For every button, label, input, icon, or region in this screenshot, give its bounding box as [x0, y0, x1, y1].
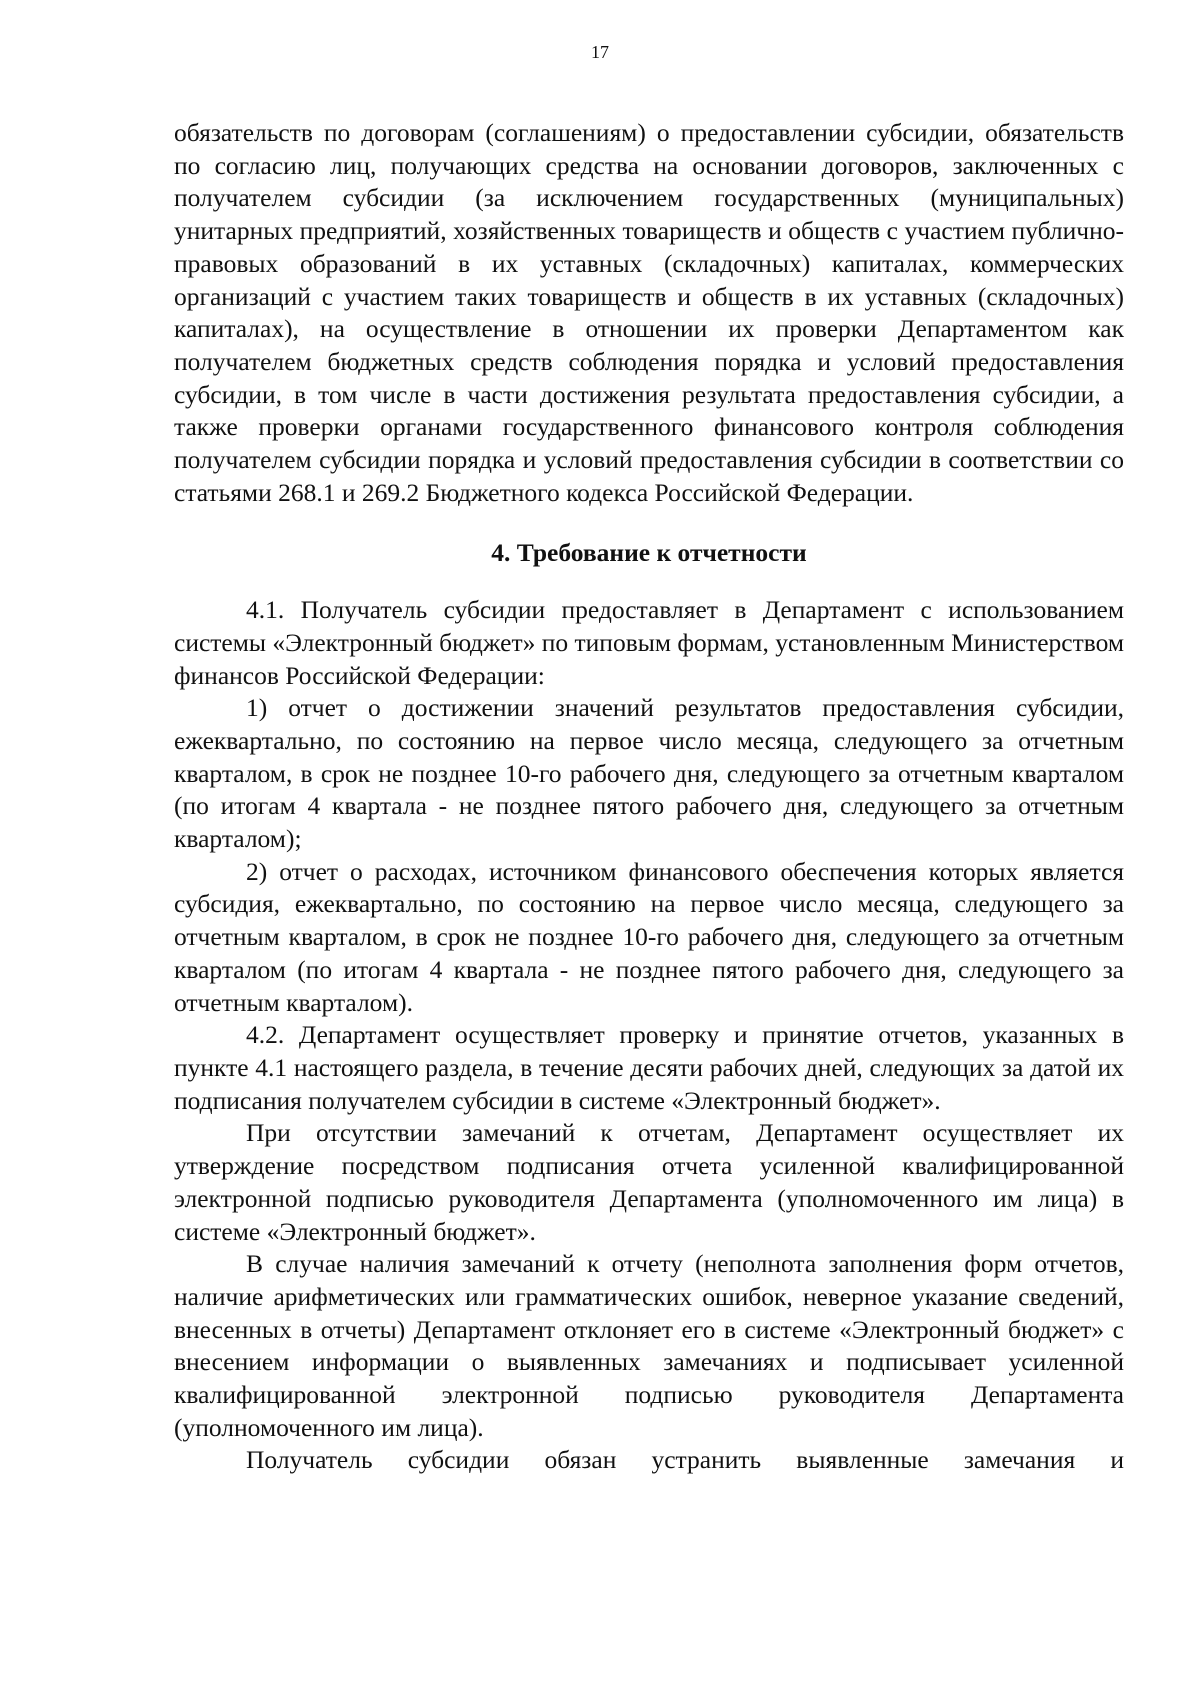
page-number: 17: [591, 42, 609, 62]
paragraph-4-1-item-1: 1) отчет о достижении значений результатов предоставления субсидии, ежеквартально, по состоянию на первое число месяца, следующего за отчетным кварталом, в срок не позднее 10-го рабочего дня, следующего за отчетным кварталом (по итогам 4 квартала - не позднее пятого рабочего дня, следующего за отчетным кварталом);: [174, 693, 1124, 854]
paragraph-obligation: Получатель субсидии обязан устранить выявленные замечания и: [246, 1445, 1124, 1475]
paragraph-4-1: 4.1. Получатель субсидии предоставляет в Департамент с использованием системы «Электронный бюджет» по типовым формам, установленным Министерством финансов Российской Федерации:: [174, 595, 1124, 690]
paragraph-4-2: 4.2. Департамент осуществляет проверку и принятие отчетов, указанных в пункте 4.1 настоящего раздела, в течение десяти рабочих дней, следующих за датой их подписания получателем субсидии в системе «Электронный бюджет».: [174, 1020, 1124, 1115]
section-title: 4. Требование к отчетности: [491, 538, 807, 568]
document-body: [174, 117, 1124, 1477]
paragraph-remarks: В случае наличия замечаний к отчету (неполнота заполнения форм отчетов, наличие арифметических или грамматических ошибок, неверное указание сведений, внесенных в отчеты) Департамент отклоняет его в системе «Электронный бюджет» с внесением информации о выявленных замечаниях и подписывает усиленной квалифицированной электронной подписью руководителя Департамента (уполномоченного им лица).: [174, 1249, 1124, 1442]
paragraph-4-1-item-2: 2) отчет о расходах, источником финансового обеспечения которых является субсидия, ежеквартально, по состоянию на первое число месяца, следующего за отчетным кварталом, в срок не позднее 10-го рабочего дня, следующего за отчетным кварталом (по итогам 4 квартала - не позднее пятого рабочего дня, следующего за отчетным кварталом).: [174, 856, 1124, 1017]
paragraph-no-remarks: При отсутствии замечаний к отчетам, Департамент осуществляет их утверждение посредством подписания отчета усиленной квалифицированной электронной подписью руководителя Департамента (уполномоченного им лица) в системе «Электронный бюджет».: [174, 1118, 1124, 1246]
paragraph-continuation: обязательств по договорам (соглашениям) о предоставлении субсидии, обязательств по согласию лиц, получающих средства на основании договоров, заключенных с получателем субсидии (за исключением государственных (муниципальных) унитарных предприятий, хозяйственных товариществ и обществ с участием публично-правовых образований в их уставных (складочных) капиталах, коммерческих организаций с участием таких товариществ и обществ в их уставных (складочных) капиталах), на осуществление в отношении их проверки Департаментом как получателем бюджетных средств соблюдения порядка и условий предоставления субсидии, в том числе в части достижения результата предоставления субсидии, а также проверки органами государственного финансового контроля соблюдения получателем субсидии порядка и условий предоставления субсидии в соответствии со статьями 268.1 и 269.2 Бюджетного кодекса Российской Федерации.: [174, 118, 1124, 507]
